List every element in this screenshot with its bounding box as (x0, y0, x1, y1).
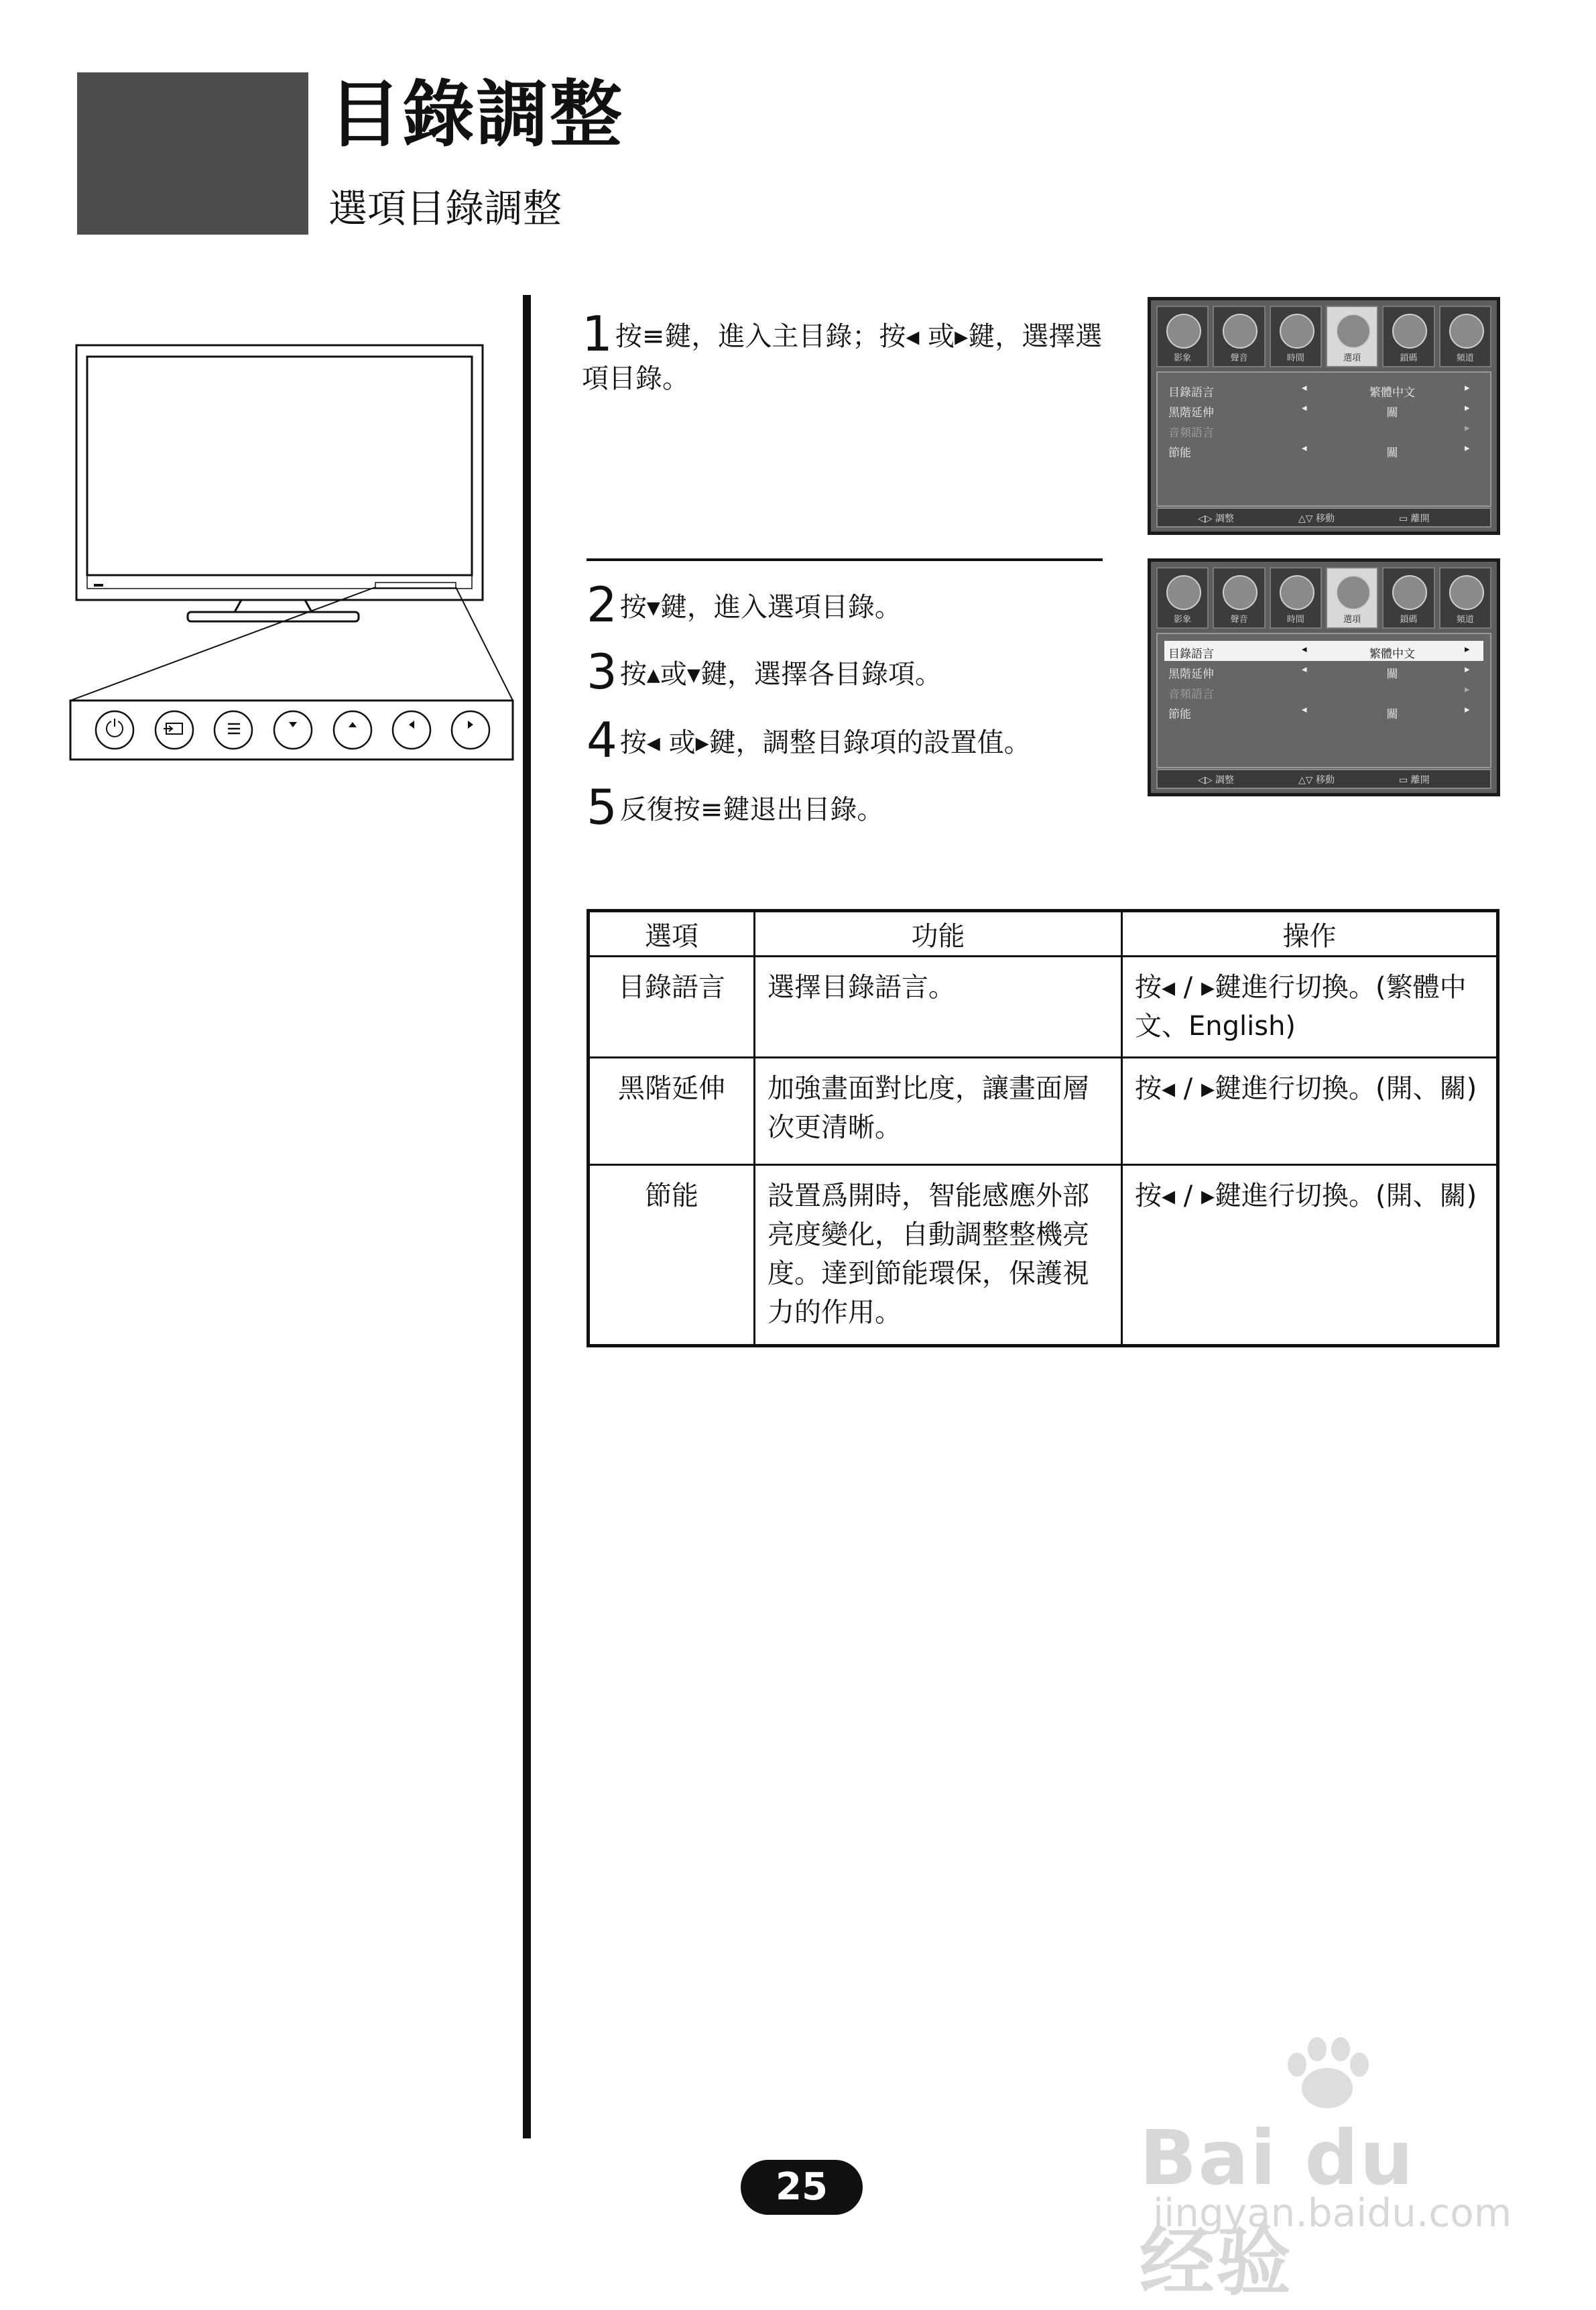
step-text: 按◂ 或▸鍵，調整目錄項的設置值。 (619, 727, 1031, 758)
page-title: 目錄調整 (328, 73, 624, 157)
osd-row-audio-language: 音頻語言 ▸ (1168, 683, 1470, 701)
paw-icon (1260, 2034, 1394, 2115)
osd-tab-channel[interactable]: 頻道 (1439, 567, 1491, 629)
page-subtitle: 選項目錄調整 (328, 186, 562, 231)
right-icon (452, 711, 489, 749)
step-3 (587, 644, 942, 700)
osd-tab-sound[interactable]: 聲音 (1213, 567, 1265, 629)
down-icon (274, 711, 312, 749)
lock-icon (1392, 314, 1427, 349)
table-cell-option: 節能 (589, 1165, 755, 1346)
step-2 (587, 576, 902, 633)
watermark-logo: Bai du 经验 (1140, 2115, 1415, 2306)
osd-tab-channel[interactable]: 頻道 (1439, 306, 1491, 367)
options-table (587, 909, 1499, 1347)
tv-screen (87, 357, 472, 575)
osd-row-energy-saving[interactable]: 節能 ◂ 關 ▸ (1168, 703, 1470, 721)
osd-row-black-extension[interactable]: 黑階延伸 ◂ 關 ▸ (1168, 663, 1470, 681)
tv-neck (235, 600, 312, 612)
osd-option-list (1156, 371, 1491, 507)
osd-row-audio-language: 音頻語言 ▸ (1168, 422, 1470, 440)
headphones-icon (1223, 575, 1257, 610)
table-cell-function: 選擇目錄語言。 (755, 957, 1122, 1058)
step-text: 按▴或▾鍵，選擇各目錄項。 (619, 659, 942, 690)
step-number: 1 (582, 306, 613, 362)
table-cell-operation: 按◂ / ▸鍵進行切換。(開、關) (1122, 1165, 1498, 1346)
step-text: 按≡鍵，進入主目錄；按◂ 或▸鍵，選擇選項目錄。 (582, 321, 1103, 394)
osd-tab-bar (1156, 567, 1491, 629)
callout-line-right (456, 587, 513, 701)
table-row (589, 957, 1498, 1058)
watermark-url: jingyan.baidu.com (1153, 2190, 1512, 2236)
osd-tab-picture[interactable]: 影象 (1156, 567, 1209, 629)
table-cell-option: 目錄語言 (589, 957, 755, 1058)
osd-row-menu-language[interactable]: 目錄語言 ◂ 繁體中文 ▸ (1164, 641, 1483, 661)
osd-tab-time[interactable]: 時間 (1270, 306, 1322, 367)
table-header-function: 功能 (755, 911, 1122, 957)
osd-row-energy-saving[interactable]: 節能 ◂ 關 ▸ (1168, 442, 1470, 460)
step-text: 反復按≡鍵退出目錄。 (619, 794, 884, 825)
picture-icon (1166, 314, 1201, 349)
osd-menu-screen-1 (1148, 297, 1500, 535)
table-header-operation: 操作 (1122, 911, 1498, 957)
tv-stand (188, 612, 359, 621)
step-4 (587, 712, 1031, 768)
page-number: 25 (741, 2160, 863, 2215)
step-5 (587, 779, 884, 835)
osd-tab-option[interactable]: 選項 (1326, 306, 1378, 367)
table-cell-operation: 按◂ / ▸鍵進行切換。(繁體中文、English) (1122, 957, 1498, 1058)
osd-tab-lock[interactable]: 鎖碼 (1382, 306, 1434, 367)
header-block (77, 72, 308, 235)
osd-footer: ◁▷ 調整 △▽ 移動 ▭ 離開 (1156, 507, 1491, 528)
table-row (589, 1165, 1498, 1346)
vertical-divider (523, 295, 531, 2138)
power-icon (96, 711, 133, 749)
step-number: 2 (587, 576, 617, 633)
clock-icon (1280, 314, 1314, 349)
table-row (589, 1058, 1498, 1165)
step-text: 按▾鍵，進入選項目錄。 (619, 592, 902, 623)
osd-tab-picture[interactable]: 影象 (1156, 306, 1209, 367)
osd-tab-sound[interactable]: 聲音 (1213, 306, 1265, 367)
table-header-row (589, 911, 1498, 957)
lock-icon (1392, 575, 1427, 610)
table-cell-operation: 按◂ / ▸鍵進行切換。(開、關) (1122, 1058, 1498, 1165)
left-icon (393, 711, 430, 749)
step-number: 5 (587, 779, 617, 835)
osd-tab-time[interactable]: 時間 (1270, 567, 1322, 629)
option-icon (1336, 575, 1371, 610)
osd-option-list (1156, 633, 1491, 768)
table-header-option: 選項 (589, 911, 755, 957)
step-number: 4 (587, 712, 617, 768)
option-icon (1336, 314, 1371, 349)
step-divider (587, 558, 1103, 561)
osd-tab-lock[interactable]: 鎖碼 (1382, 567, 1434, 629)
step-number: 3 (587, 644, 617, 700)
table-cell-option: 黑階延伸 (589, 1058, 755, 1165)
osd-tab-bar (1156, 306, 1491, 367)
osd-row-menu-language[interactable]: 目錄語言 ◂ 繁體中文 ▸ (1168, 381, 1470, 400)
channel-icon (1449, 575, 1484, 610)
clock-icon (1280, 575, 1314, 610)
osd-row-black-extension[interactable]: 黑階延伸 ◂ 關 ▸ (1168, 402, 1470, 420)
up-icon (334, 711, 371, 749)
tv-indicator (94, 584, 103, 587)
callout-line-left (70, 587, 375, 701)
osd-menu-screen-2 (1148, 558, 1500, 796)
table-cell-function: 設置爲開時，智能感應外部亮度變化，自動調整整機亮度。達到節能環保，保護視力的作用。 (755, 1165, 1122, 1346)
table-cell-function: 加強畫面對比度，讓畫面層次更清晰。 (755, 1058, 1122, 1165)
watermark (1140, 2034, 1515, 2306)
osd-footer: ◁▷ 調整 △▽ 移動 ▭ 離開 (1156, 769, 1491, 789)
channel-icon (1449, 314, 1484, 349)
osd-tab-option[interactable]: 選項 (1326, 567, 1378, 629)
step-1 (582, 306, 1118, 400)
tv-illustration (67, 342, 516, 764)
input-icon (156, 711, 193, 749)
headphones-icon (1223, 314, 1257, 349)
picture-icon (1166, 575, 1201, 610)
menu-icon (214, 711, 252, 749)
